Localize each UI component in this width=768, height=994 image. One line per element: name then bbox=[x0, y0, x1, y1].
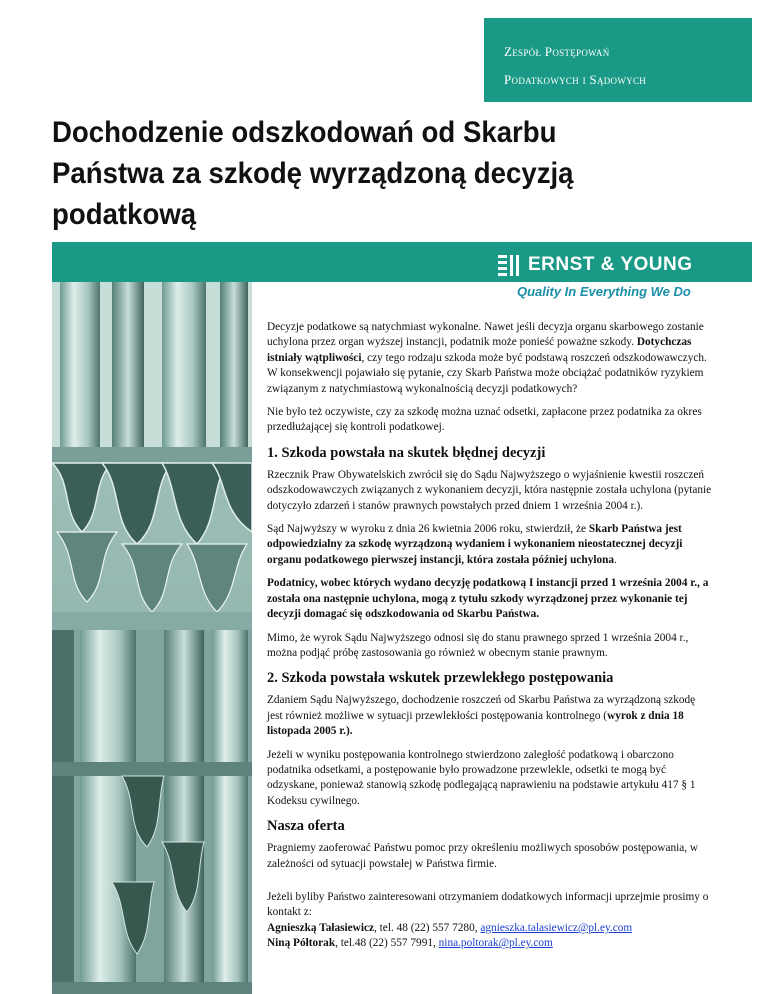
offer-heading: Nasza oferta bbox=[267, 818, 345, 835]
page-title: Dochodzenie odszkodowań od Skarbu Państwa za szkodę wyrządzoną decyzją podatkową bbox=[52, 116, 574, 231]
section-2-paragraph-2: Jeżeli w wyniku postępowania kontrolnego stwierdzono zaległość podatkową i obarczono podatnika odsetkami, a postępowanie było prowadzone przewlekle, odsetki te mogą być odzyskane, ponieważ stanowią szkodę podlegającą naprawieniu na podstawie artykułu 417 § 1 Kodeksu cywilnego. bbox=[267, 748, 696, 807]
s1p2-text: Sąd Najwyższy w wyroku z dnia 26 kwietnia 2006 roku, stwierdził, że bbox=[267, 523, 589, 536]
section-2-paragraph-1 bbox=[267, 693, 713, 739]
intro-paragraph-1 bbox=[267, 320, 713, 397]
s1p2-emphasis: Skarb Państwa jest odpowiedzialny za szkodę wyrządzoną wydaniem i wykonaniem nieostatecznej decyzji organu podatkowego pierwszej instancji, która została później uchylona bbox=[267, 523, 683, 566]
department-box bbox=[484, 18, 752, 102]
contact-2 bbox=[267, 936, 713, 951]
intro-text: Decyzje podatkowe są natychmiast wykonalne. Nawet jeśli decyzja organu skarbowego zostanie uchylona przez organ wyższej instancji, podatnik może ponieść poważne szkody. bbox=[267, 321, 704, 349]
department-line-1: Zespół Postępowań bbox=[504, 44, 610, 59]
department-line-2: Podatkowych i Sądowych bbox=[504, 72, 647, 87]
section-1-paragraph-4: Mimo, że wyrok Sądu Najwyższego odnosi się do stanu prawnego sprzed 1 września 2004 r., można podjąć próbę zastosowania go również w obecnym stanie prawnym. bbox=[267, 631, 689, 659]
contact-2-details: , tel.48 (22) 557 7991, bbox=[335, 937, 439, 950]
section-1-paragraph-1: Rzecznik Praw Obywatelskich zwrócił się do Sądu Najwyższego o wyjaśnienie kwestii roszczeń odszkodowawczych związanych z wykonaniem decyzji, która następnie została uchylona (pytanie dotyczyło zdarzeń i stanów prawnych powstałych przed dniem 1 września 2004 r.). bbox=[267, 468, 712, 512]
s2p1-emphasis: wyrok z dnia 18 listopada 2005 r.). bbox=[267, 709, 684, 738]
brand-tagline: Quality In Everything We Do bbox=[517, 284, 691, 299]
intro-emphasis: Dotychczas istniały wątpliwości bbox=[267, 336, 692, 364]
contact-2-email-link[interactable]: nina.poltorak@pl.ey.com bbox=[438, 937, 553, 950]
contact-2-name: Niną Półtorak bbox=[267, 937, 336, 950]
contact-1 bbox=[267, 921, 713, 936]
intro-text-cont: , czy tego rodzaju szkoda może być podstawą roszczeń odszkodowawczych. W konsekwencji pojawiało się pytanie, czy Skarb Państwa może obciążać podatników ryzykiem związanym z natychmiastową wykonalnością decyzji podatkowych? bbox=[267, 351, 707, 395]
s2p1-text: Zdaniem Sądu Najwyższego, dochodzenie roszczeń od Skarbu Państwa za wyrządzoną szkodę jest również możliwe w sytuacji przewlekłości postępowania kontrolnego ( bbox=[267, 694, 696, 722]
section-1-paragraph-2 bbox=[267, 522, 713, 568]
section-1-paragraph-3 bbox=[267, 576, 713, 622]
s1p2-end: . bbox=[614, 553, 617, 566]
intro-paragraph-2: Nie było też oczywiste, czy za szkodę można uznać odsetki, zapłacone przez podatnika za okres przedłużającej się kontroli podatkowej. bbox=[267, 406, 702, 434]
contact-1-name: Agnieszką Tałasiewicz bbox=[267, 921, 375, 934]
s1p3-emphasis: Podatnicy, wobec których wydano decyzję podatkową I instancji przed 1 września 2004 r., a została ona następnie uchylona, mogą z tytułu szkody wyrządzonej przez wykonanie tej decyzji domagać się odszkodowania od Skarbu Państwa. bbox=[267, 577, 709, 621]
section-1-heading: 1. Szkoda powstała na skutek błędnej decyzji bbox=[267, 444, 546, 461]
ey-logo bbox=[498, 252, 693, 278]
section-2-heading: 2. Szkoda powstała wskutek przewlekłego postępowania bbox=[267, 670, 614, 687]
offer-paragraph-2: Jeżeli byliby Państwo zainteresowani otrzymaniem dodatkowych informacji uprzejmie prosimy o kontakt z: bbox=[267, 890, 709, 919]
column-photo bbox=[52, 282, 252, 994]
contact-1-email-link[interactable]: agnieszka.talasiewicz@pl.ey.com bbox=[480, 921, 633, 934]
ey-logo-text: ERNST & YOUNG bbox=[528, 254, 693, 275]
ey-logo-mark-icon bbox=[498, 254, 520, 276]
offer-paragraph-1: Pragniemy zaoferować Państwu pomoc przy określeniu możliwych sposobów postępowania, w zależności od sytuacji powstałej w Państwa firmie. bbox=[267, 842, 699, 870]
contact-1-details: , tel. 48 (22) 557 7280, bbox=[374, 921, 481, 934]
article-body bbox=[267, 320, 713, 952]
